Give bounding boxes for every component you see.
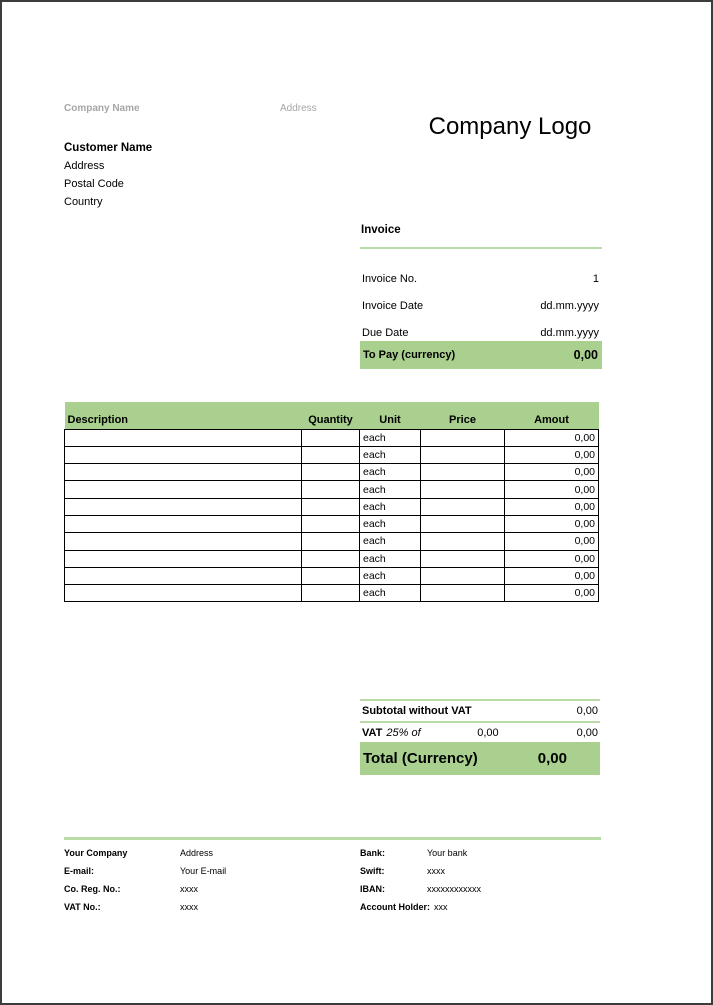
item-description-cell[interactable] [65, 567, 302, 584]
item-quantity-cell[interactable] [302, 550, 360, 567]
item-description-cell[interactable] [65, 498, 302, 515]
customer-address[interactable]: Address [64, 160, 105, 172]
item-quantity-cell[interactable] [302, 533, 360, 550]
item-unit-cell[interactable]: each [360, 429, 421, 446]
item-amount-cell: 0,00 [505, 446, 599, 463]
footer-row [64, 880, 601, 898]
item-price-cell[interactable] [421, 533, 505, 550]
item-price-cell[interactable] [421, 585, 505, 602]
item-row [65, 585, 599, 602]
footer-row [64, 898, 601, 916]
item-description-cell[interactable] [65, 550, 302, 567]
item-price-cell[interactable] [421, 550, 505, 567]
item-unit-cell[interactable]: each [360, 498, 421, 515]
total-row [360, 742, 600, 775]
item-quantity-cell[interactable] [302, 567, 360, 584]
footer-left-value[interactable]: Your E-mail [180, 866, 227, 876]
item-row [65, 481, 599, 498]
footer-right-label: Bank: [360, 848, 386, 858]
items-header-row [65, 402, 599, 429]
invoice-meta-label: Due Date [362, 326, 409, 339]
item-amount-cell: 0,00 [505, 585, 599, 602]
customer-country[interactable]: Country [64, 196, 103, 208]
footer-row [64, 844, 601, 862]
footer-left-label: Co. Reg. No.: [64, 884, 121, 894]
invoice-title: Invoice [361, 224, 401, 236]
customer-block [64, 139, 152, 211]
invoice-meta-row [360, 265, 602, 292]
item-description-cell[interactable] [65, 481, 302, 498]
customer-name[interactable]: Customer Name [64, 142, 153, 154]
invoice-meta-value[interactable]: dd.mm.yyyy [540, 299, 599, 312]
company-name-placeholder[interactable]: Company Name [64, 103, 140, 114]
subtotal-value: 0,00 [576, 705, 598, 717]
footer-right-value[interactable]: xxxxxxxxxxxx [427, 884, 481, 894]
vat-base-value: 0,00 [477, 726, 499, 739]
subtotal-label: Subtotal without VAT [362, 705, 472, 717]
to-pay-row [360, 341, 602, 369]
item-row [65, 550, 599, 567]
to-pay-value: 0,00 [573, 348, 598, 362]
invoice-meta-value[interactable]: dd.mm.yyyy [540, 326, 599, 339]
company-address-placeholder[interactable]: Address [280, 103, 317, 114]
footer-left-value[interactable]: xxxx [180, 884, 198, 894]
item-description-cell[interactable] [65, 515, 302, 532]
item-row [65, 464, 599, 481]
item-quantity-cell[interactable] [302, 585, 360, 602]
item-row [65, 429, 599, 446]
item-amount-cell: 0,00 [505, 515, 599, 532]
footer-right-label: Account Holder: [360, 902, 431, 912]
vat-row [360, 723, 600, 742]
invoice-title-rule [360, 247, 602, 249]
item-unit-cell[interactable]: each [360, 481, 421, 498]
item-amount-cell: 0,00 [505, 464, 599, 481]
item-amount-cell: 0,00 [505, 481, 599, 498]
item-quantity-cell[interactable] [302, 464, 360, 481]
footer-rule [64, 837, 601, 840]
footer-left-label: E-mail: [64, 866, 95, 876]
customer-postal-code[interactable]: Postal Code [64, 178, 124, 190]
item-unit-cell[interactable]: each [360, 533, 421, 550]
item-price-cell[interactable] [421, 515, 505, 532]
item-quantity-cell[interactable] [302, 481, 360, 498]
item-unit-cell[interactable]: each [360, 567, 421, 584]
vat-label: VAT [362, 726, 383, 739]
item-amount-cell: 0,00 [505, 567, 599, 584]
item-row [65, 446, 599, 463]
footer-row [64, 862, 601, 880]
item-unit-cell[interactable]: each [360, 515, 421, 532]
to-pay-label: To Pay (currency) [363, 349, 456, 361]
footer-left-value[interactable]: Address [180, 848, 214, 858]
invoice-meta-label: Invoice No. [362, 272, 418, 285]
footer-left-label: VAT No.: [64, 902, 101, 912]
footer-right-label: Swift: [360, 866, 385, 876]
item-unit-cell[interactable]: each [360, 550, 421, 567]
vat-amount-value: 0,00 [576, 726, 598, 739]
item-quantity-cell[interactable] [302, 498, 360, 515]
item-row [65, 515, 599, 532]
invoice-meta-value[interactable]: 1 [592, 272, 599, 285]
invoice-meta-rows [360, 265, 602, 346]
invoice-meta-label: Invoice Date [362, 299, 424, 312]
invoice-meta-row [360, 292, 602, 319]
item-quantity-cell[interactable] [302, 429, 360, 446]
item-price-cell[interactable] [421, 481, 505, 498]
col-header-unit: Unit [360, 402, 421, 429]
footer-left-value[interactable]: xxxx [180, 902, 198, 912]
item-price-cell[interactable] [421, 446, 505, 463]
total-label: Total (Currency) [363, 750, 478, 767]
subtotal-row [360, 701, 600, 721]
item-amount-cell: 0,00 [505, 429, 599, 446]
footer-block [64, 844, 601, 916]
footer-right-value[interactable]: Your bank [427, 848, 468, 858]
item-amount-cell: 0,00 [505, 550, 599, 567]
col-header-price: Price [421, 402, 505, 429]
item-unit-cell[interactable]: each [360, 446, 421, 463]
item-description-cell[interactable] [65, 429, 302, 446]
item-unit-cell[interactable]: each [360, 585, 421, 602]
item-amount-cell: 0,00 [505, 498, 599, 515]
item-description-cell[interactable] [65, 533, 302, 550]
item-row [65, 567, 599, 584]
item-unit-cell[interactable]: each [360, 464, 421, 481]
items-table [64, 402, 599, 602]
item-quantity-cell[interactable] [302, 446, 360, 463]
total-value: 0,00 [537, 750, 567, 767]
item-price-cell[interactable] [421, 464, 505, 481]
item-price-cell[interactable] [421, 567, 505, 584]
totals-panel [360, 699, 600, 775]
item-description-cell[interactable] [65, 585, 302, 602]
col-header-quantity: Quantity [302, 402, 360, 429]
footer-left-label: Your Company [64, 848, 128, 858]
item-description-cell[interactable] [65, 464, 302, 481]
col-header-amount: Amout [505, 402, 599, 429]
col-header-description: Description [65, 402, 302, 429]
footer-right-value[interactable]: xxxx [427, 866, 445, 876]
footer-right-value[interactable]: xxx [434, 902, 448, 912]
vat-rate-label: 25% of [386, 726, 421, 739]
footer-right-label: IBAN: [360, 884, 385, 894]
item-price-cell[interactable] [421, 429, 505, 446]
item-description-cell[interactable] [65, 446, 302, 463]
item-amount-cell: 0,00 [505, 533, 599, 550]
item-price-cell[interactable] [421, 498, 505, 515]
item-row [65, 533, 599, 550]
item-row [65, 498, 599, 515]
company-logo: Company Logo [428, 113, 592, 140]
item-quantity-cell[interactable] [302, 515, 360, 532]
